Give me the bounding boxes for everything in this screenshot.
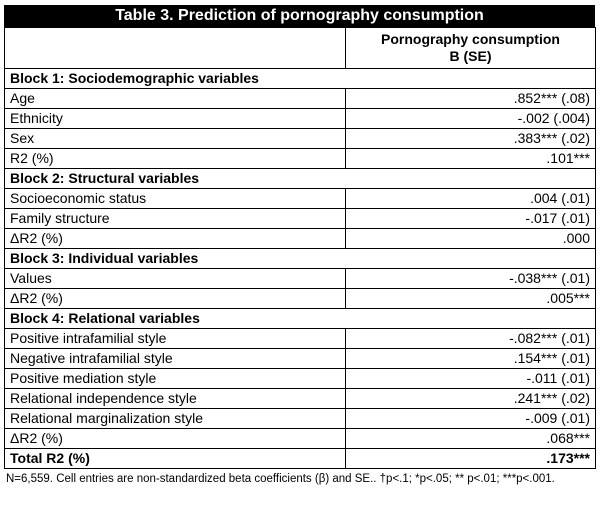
table-footnote: N=6,559. Cell entries are non-standardized beta coefficients (β) and SE.. †p<.1; *p<.05; ** p<.01; ***p<.001. — [6, 473, 555, 485]
header-line-1: Pornography consumption — [381, 31, 560, 47]
coefficient-value: .173*** — [346, 449, 596, 469]
header-column-label — [346, 28, 596, 69]
variable-label: Relational marginalization style — [5, 409, 346, 429]
variable-label: Positive mediation style — [5, 369, 346, 389]
block-header-row — [5, 169, 596, 189]
table-row — [5, 389, 596, 409]
coefficient-value: .005*** — [346, 289, 596, 309]
coefficient-value: -.017 (.01) — [346, 209, 596, 229]
table-row — [5, 289, 596, 309]
table-row — [5, 229, 596, 249]
block-label: Block 3: Individual variables — [5, 249, 596, 269]
total-row — [5, 449, 596, 469]
table-row — [5, 109, 596, 129]
coefficient-value: .154*** (.01) — [346, 349, 596, 369]
coefficient-value: .383*** (.02) — [346, 129, 596, 149]
table-row — [5, 149, 596, 169]
table-row — [5, 269, 596, 289]
coefficient-value: .852*** (.08) — [346, 89, 596, 109]
block-header-row — [5, 309, 596, 329]
coefficient-value: -.038*** (.01) — [346, 269, 596, 289]
coefficient-value: -.002 (.004) — [346, 109, 596, 129]
coefficient-value: -.011 (.01) — [346, 369, 596, 389]
table-row — [5, 409, 596, 429]
block-label: Block 1: Sociodemographic variables — [5, 69, 596, 89]
header-line-2: B (SE) — [449, 48, 492, 64]
coefficient-value: .004 (.01) — [346, 189, 596, 209]
table-row — [5, 349, 596, 369]
results-table — [4, 27, 596, 469]
variable-label: ΔR2 (%) — [5, 289, 346, 309]
table-row — [5, 429, 596, 449]
header-empty-cell — [5, 28, 346, 69]
variable-label: R2 (%) — [5, 149, 346, 169]
variable-label: Positive intrafamilial style — [5, 329, 346, 349]
variable-label: Total R2 (%) — [5, 449, 346, 469]
variable-label: Ethnicity — [5, 109, 346, 129]
variable-label: Relational independence style — [5, 389, 346, 409]
variable-label: Age — [5, 89, 346, 109]
variable-label: Sex — [5, 129, 346, 149]
table-row — [5, 369, 596, 389]
results-table-container — [4, 5, 595, 486]
block-header-row — [5, 69, 596, 89]
coefficient-value: -.082*** (.01) — [346, 329, 596, 349]
table-row — [5, 129, 596, 149]
block-label: Block 4: Relational variables — [5, 309, 596, 329]
variable-label: ΔR2 (%) — [5, 429, 346, 449]
coefficient-value: -.009 (.01) — [346, 409, 596, 429]
variable-label: Family structure — [5, 209, 346, 229]
coefficient-value: .101*** — [346, 149, 596, 169]
table-title: Table 3. Prediction of pornography consumption — [4, 5, 595, 27]
table-header-row — [5, 28, 596, 69]
coefficient-value: .000 — [346, 229, 596, 249]
table-row — [5, 89, 596, 109]
block-label: Block 2: Structural variables — [5, 169, 596, 189]
variable-label: Socioeconomic status — [5, 189, 346, 209]
table-row — [5, 209, 596, 229]
variable-label: Values — [5, 269, 346, 289]
coefficient-value: .241*** (.02) — [346, 389, 596, 409]
variable-label: ΔR2 (%) — [5, 229, 346, 249]
table-row — [5, 189, 596, 209]
table-row — [5, 329, 596, 349]
variable-label: Negative intrafamilial style — [5, 349, 346, 369]
coefficient-value: .068*** — [346, 429, 596, 449]
block-header-row — [5, 249, 596, 269]
